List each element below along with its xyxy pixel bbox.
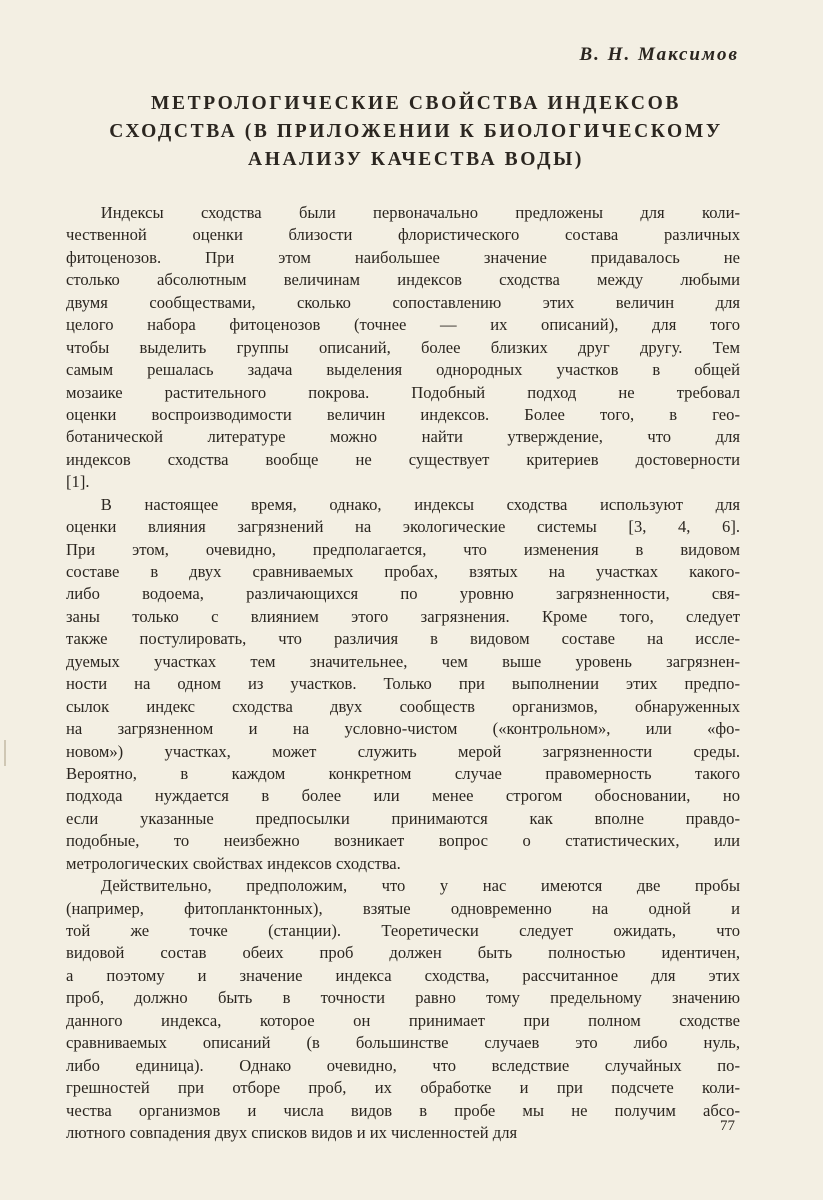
paragraph — [66, 875, 740, 1144]
text-line: лютного совпадения двух списков видов и их численностей для — [66, 1122, 518, 1142]
text-line: чества организмов и числа видов в пробе мы не получим абсо- — [66, 1100, 740, 1120]
text-line: ности на одном из участков. Только при выполнении этих предпо- — [66, 674, 740, 694]
text-line: метрологических свойствах индексов сходства. — [66, 853, 401, 873]
text-line: подобные, то неизбежно возникает вопрос о статистических, или — [66, 831, 740, 851]
text-line: ботанической литературе можно найти утверждение, что для — [66, 427, 740, 447]
text-line: самым решалась задача выделения однородных участков в общей — [66, 360, 740, 380]
author-name: В. Н. Максимов — [579, 44, 739, 65]
text-line: а поэтому и значение индекса сходства, рассчитанное для этих — [66, 965, 740, 985]
text-line: чественной оценки близости флористического состава различных — [66, 225, 740, 245]
text-line: данного индекса, которое он принимает при полном сходстве — [66, 1010, 740, 1030]
text-line: заны только с влиянием этого загрязнения. Кроме того, следует — [66, 606, 740, 626]
text-line: подхода нуждается в более или менее строгом обосновании, но — [66, 786, 740, 806]
text-line: также постулировать, что различия в видовом составе на иссле- — [66, 629, 740, 649]
text-line: на загрязненном и на условно-чистом («контрольном», или «фо- — [66, 719, 740, 739]
text-line: При этом, очевидно, предполагается, что изменения в видовом — [66, 539, 740, 559]
text-line: Действительно, предположим, что у нас имеются две пробы — [100, 876, 740, 896]
title-line: МЕТРОЛОГИЧЕСКИЕ СВОЙСТВА ИНДЕКСОВ — [151, 93, 681, 114]
text-line: (например, фитопланктонных), взятые одновременно на одной и — [66, 898, 740, 918]
text-line: новом») участках, может служить мерой загрязненности среды. — [66, 741, 740, 761]
text-line: В настоящее время, однако, индексы сходства используют для — [100, 494, 740, 514]
text-line: той же точке (станции). Теоретически следует ожидать, что — [66, 921, 740, 940]
text-line: [1]. — [66, 472, 90, 492]
title-line: АНАЛИЗУ КАЧЕСТВА ВОДЫ) — [248, 149, 584, 170]
text-line: либо единица). Однако очевидно, что вследствие случайных по- — [66, 1055, 740, 1075]
paragraph — [66, 202, 740, 494]
title-line: СХОДСТВА (В ПРИЛОЖЕНИИ К БИОЛОГИЧЕСКОМУ — [109, 121, 723, 142]
text-line: оценки воспроизводимости величин индексов. Более того, в гео- — [66, 404, 740, 424]
text-line: оценки влияния загрязнений на экологические системы [3, 4, 6]. — [66, 517, 740, 537]
text-line: грешностей при отборе проб, их обработке и при подсчете коли- — [66, 1078, 740, 1098]
text-line: составе в двух сравниваемых пробах, взятых на участках какого- — [66, 562, 740, 581]
paragraph — [66, 494, 740, 875]
text-line: столько абсолютным величинам индексов сходства между любыми — [66, 270, 740, 290]
text-line: либо водоема, различающихся по уровню загрязненности, свя- — [66, 584, 740, 604]
text-line: двумя сообществами, сколько сопоставлению этих величин для — [66, 292, 740, 312]
text-line: сылок индекс сходства двух сообществ организмов, обнаруженных — [66, 696, 740, 716]
text-line: сравниваемых описаний (в большинстве случаев это либо нуль, — [66, 1033, 740, 1053]
text-line: видовой состав обеих проб должен быть полностью идентичен, — [66, 943, 740, 963]
text-line: если указанные предпосылки принимаются как вполне правдо- — [66, 808, 740, 828]
text-line: Вероятно, в каждом конкретном случае правомерность такого — [66, 763, 740, 783]
text-line: фитоценозов. При этом наибольшее значение придавалось не — [66, 247, 740, 267]
article-title — [66, 90, 766, 174]
margin-mark — [4, 740, 6, 766]
text-line: проб, должно быть в точности равно тому предельному значению — [66, 988, 740, 1008]
text-line: целого набора фитоценозов (точнее — их описаний), для того — [66, 315, 740, 335]
text-line: Индексы сходства были первоначально предложены для коли- — [100, 203, 740, 222]
article-body — [66, 202, 740, 1144]
text-line: индексов сходства вообще не существует критериев достоверности — [66, 449, 740, 469]
page-number: 77 — [720, 1118, 735, 1134]
text-line: чтобы выделить группы описаний, более близких друг другу. Тем — [66, 337, 740, 357]
text-line: мозаике растительного покрова. Подобный подход не требовал — [66, 382, 740, 402]
text-line: дуемых участках тем значительнее, чем выше уровень загрязнен- — [66, 651, 740, 671]
